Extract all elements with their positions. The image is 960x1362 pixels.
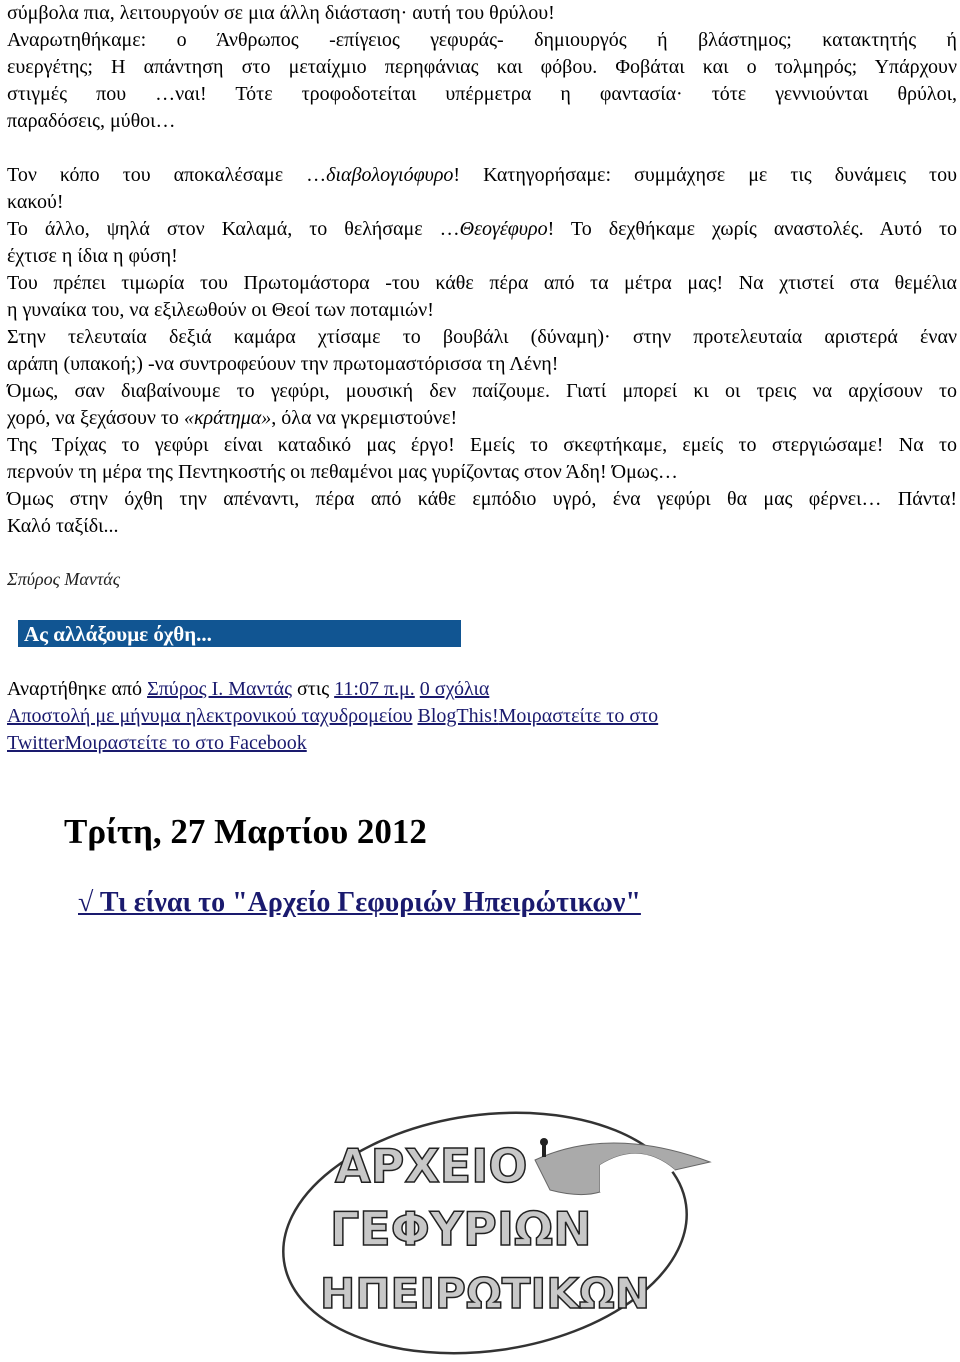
paragraph [7,378,957,432]
text-segment: ! Κατηγορήσαμε: συμμάχησε με τις δυνάμεις του [453,164,957,186]
text-line [7,162,957,189]
timestamp-link[interactable]: 11:07 π.μ. [334,678,415,700]
text-segment: Όμως στην όχθη την απέναντι, πέρα από κάθε εμπόδιο υγρό, ένα γεφύρι θα μας φέρνει… Πάντα! [7,488,957,510]
article-body [7,0,957,540]
text-line [7,81,957,108]
text-segment: ! Το δεχθήκαμε χωρίς αναστολές. Αυτό το [547,218,957,240]
paragraph [7,27,957,135]
archive-logo [280,1070,740,1362]
text-segment: κακού! [7,191,64,213]
text-line [7,378,957,405]
text-segment: ευεργέτης; Η απάντηση στο μεταίχμιο περηφάνιας και φόβου. Φοβάται και ο τολμηρός; Υπάρχουν [7,56,957,78]
text-segment: αράπη (υπακοή;) -να συντροφεύουν την πρωτομαστόρισσα τη Λένη! [7,353,559,375]
text-line [7,432,957,459]
text-line [7,108,957,135]
author-link[interactable]: Σπύρος Ι. Μαντάς [147,678,293,700]
text-segment: παραδόσεις, μύθοι… [7,110,176,132]
text-segment: περνούν τη μέρα της Πεντηκοστής οι πεθαμένοι μας γυρίζοντας στον Άδη! Όμως… [7,461,678,483]
logo-line-2: ΓΕΦΥΡΙΩΝ [330,1202,592,1256]
text-segment: σύμβολα πια, λειτουργούν σε μια άλλη διάσταση· αυτή του θρύλου! [7,2,555,24]
comments-link[interactable]: 0 σχόλια [419,678,490,700]
share-email-link[interactable]: Αποστολή με μήνυμα ηλεκτρονικού ταχυδρομείου [7,705,413,727]
text-line [7,513,957,540]
text-line [7,459,957,486]
italic-text: διαβολογιόφυρο [326,164,454,186]
text-line [7,243,957,270]
post-title-link[interactable]: √ Τι είναι το "Αρχείο Γεφυριών Ηπειρώτικων" [78,887,641,918]
text-line [7,27,957,54]
text-segment: Αναρωτηθήκαμε: ο Άνθρωπος -επίγειος γεφυράς- δημιουργός ή βλάστημος; κατακτητής ή [7,29,957,51]
text-segment: στιγμές που …ναι! Τότε τροφοδοτείται υπέρμετρα η φαντασία· τότε γεννιούνται θρύλοι, [7,83,957,105]
paragraph-gap [7,135,957,162]
section-banner: Ας αλλάξουμε όχθη... [18,620,461,647]
italic-text: «κράτημα» [183,407,272,429]
paragraph [7,486,957,540]
share-facebook-link[interactable]: Μοιραστείτε το στο Facebook [64,732,307,754]
date-heading: Τρίτη, 27 Μαρτίου 2012 [64,812,427,851]
text-segment: Στην τελευταία δεξιά καμάρα χτίσαμε το βουβάλι (δύναμη)· στην προτελευταία αριστερά έναν [7,326,957,348]
paragraph [7,270,957,324]
signature: Σπύρος Μαντάς [7,569,121,589]
text-segment: Του πρέπει τιμωρία του Πρωτομάστορα -του κάθε πέρα από τα μέτρα μας! Να χτιστεί στα θεμέλια [7,272,957,294]
text-segment: η γυναίκα του, να εξιλεωθούν οι Θεοί των ποταμιών! [7,299,434,321]
post-footer [7,676,957,757]
text-segment: Καλό ταξίδι... [7,515,119,537]
blogthis-link[interactable]: BlogThis! [417,705,499,727]
text-line [7,486,957,513]
text-segment: , όλα να γκρεμιστούνε! [271,407,458,429]
text-line [7,270,957,297]
share-twitter-link[interactable]: Μοιραστείτε το στο Twitter [7,705,659,754]
logo-line-1: ΑΡΧΕΙΟ [335,1139,528,1193]
text-line [7,324,957,351]
text-segment: Της Τρίχας το γεφύρι είναι καταδικό μας έργο! Εμείς το σκεφτήκαμε, εμείς το στεργιώσαμε! Να το [7,434,957,456]
bridge-icon [535,1138,710,1195]
paragraph [7,324,957,378]
paragraph [7,432,957,486]
paragraph [7,0,957,27]
text-line [7,54,957,81]
text-line [7,189,957,216]
posted-by-label: Αναρτήθηκε από [7,678,143,700]
paragraph [7,162,957,216]
text-segment: Το άλλο, ψηλά στον Καλαμά, το θελήσαμε … [7,218,460,240]
text-line [7,0,957,27]
text-segment: Τον κόπο του αποκαλέσαμε … [7,164,327,186]
text-line [7,351,957,378]
text-segment: χορό, να ξεχάσουν το [7,407,184,429]
at-label: στις [297,678,330,700]
text-segment: έχτισε η ίδια η φύση! [7,245,178,267]
paragraph [7,216,957,270]
text-line [7,405,957,432]
text-segment: Όμως, σαν διαβαίνουμε το γεφύρι, μουσική δεν παίζουμε. Γιατί μπορεί κι οι τρεις να αρχίσουν το [7,380,957,402]
text-line [7,297,957,324]
logo-line-3: ΗΠΕΙΡΩΤΙΚΩΝ [320,1269,650,1318]
text-line [7,216,957,243]
italic-text: Θεογέφυρο [459,218,548,240]
